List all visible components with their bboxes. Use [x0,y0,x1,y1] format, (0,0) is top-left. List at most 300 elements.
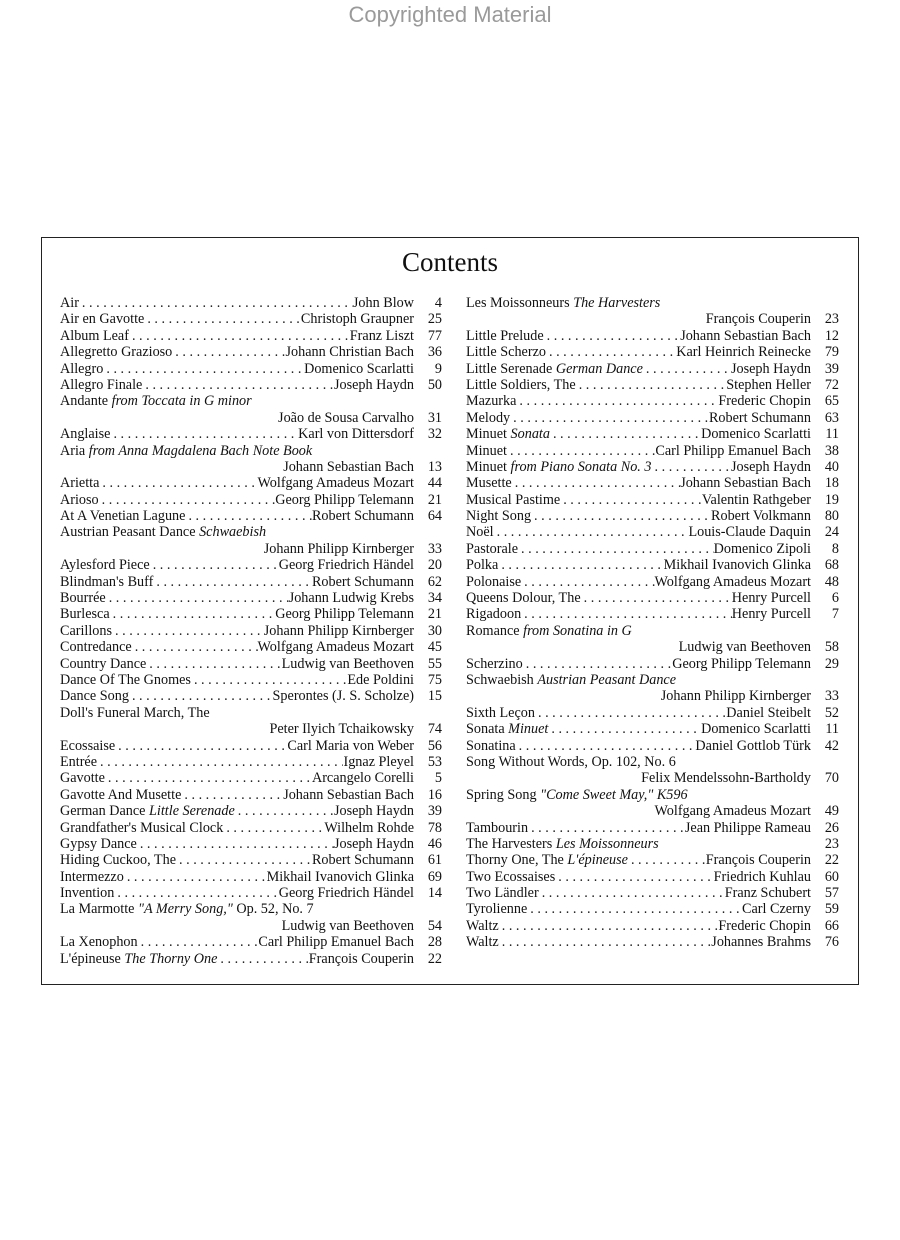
entry-line [60,393,414,409]
piece-title-extra: Op. 52, No. 7 [236,901,314,918]
entry-line [466,426,811,442]
piece-title: Doll's Funeral March, The [60,704,210,721]
piece-title: Dance Of The Gnomes [60,671,191,688]
piece-title: Dance Song [60,688,129,705]
piece-title: Bourrée [60,590,106,607]
entry-title [466,852,628,868]
piece-title: Two Ländler [466,885,539,902]
composer: Wolfgang Amadeus Mozart [257,475,414,492]
composer: Robert Schumann [311,573,414,590]
entry-line [60,951,414,967]
composer: Karl von Dittersdorf [298,426,414,443]
page-number: 22 [824,852,839,869]
page-number: 60 [824,868,839,885]
entry-title [466,295,660,311]
page-number: 63 [824,409,839,426]
entry-title [60,623,112,639]
dot-leader [153,574,312,590]
entry-line [60,705,414,721]
contents-entry [60,738,442,754]
dot-leader [176,852,312,868]
composer: Carl Philipp Emanuel Bach [655,442,811,459]
entry-title [466,672,676,688]
dot-leader [132,639,258,655]
composer: Joseph Haydn [334,376,414,393]
composer: Domenico Scarlatti [701,721,811,738]
entry-title [60,705,210,721]
page-number: 13 [427,458,442,475]
piece-subtitle: Austrian Peasant Dance [537,671,677,688]
dot-leader [521,606,732,622]
contents-entry [466,803,839,819]
page-number: 72 [824,376,839,393]
dot-leader [548,721,701,737]
entry-title [466,918,499,934]
contents-entry [60,475,442,491]
dot-leader [516,738,696,754]
composer: Ludwig van Beethoven [678,639,811,656]
dot-leader [99,475,257,491]
contents-entry [466,787,839,803]
page-number: 14 [427,885,442,902]
page-number: 38 [824,442,839,459]
page-number: 12 [824,327,839,344]
piece-title: Little Soldiers, The [466,376,576,393]
contents-entry [466,590,839,606]
entry-title [60,590,106,606]
entry-line [60,721,414,737]
page-number: 36 [427,344,442,361]
dot-leader [507,443,655,459]
page-number: 45 [427,639,442,656]
contents-entry [466,885,839,901]
piece-title: Album Leaf [60,327,129,344]
entry-title [466,459,652,475]
page-number: 9 [434,360,442,377]
page-number: 56 [427,737,442,754]
piece-title: Aylesford Piece [60,557,150,574]
dot-leader [185,508,312,524]
entry-line [60,524,414,540]
contents-entry [466,541,839,557]
piece-subtitle: from Anna Magdalena Bach Note Book [88,442,313,459]
piece-title: Arioso [60,491,99,508]
composer: François Couperin [705,311,811,328]
contents-entry [60,410,442,426]
piece-title: Arietta [60,475,100,492]
contents-entry [466,377,839,393]
entry-line [60,672,414,688]
composer: Carl Maria von Weber [287,737,414,754]
contents-entry [466,328,839,344]
piece-title: Sonata [466,721,505,738]
contents-entry [60,524,442,540]
piece-subtitle: from Toccata in G minor [111,393,252,410]
contents-entry [60,672,442,688]
dot-leader [544,328,681,344]
entry-line [60,328,414,344]
contents-entry [466,705,839,721]
dot-leader [576,377,727,393]
piece-title: Grandfather's Musical Clock [60,819,224,836]
contents-entry [466,361,839,377]
page-number: 78 [427,819,442,836]
entry-title [466,885,539,901]
dot-leader [129,328,350,344]
page-number: 76 [824,934,839,951]
composer: Henry Purcell [731,590,811,607]
composer: Robert Volkmann [711,508,811,525]
entry-line [60,901,414,917]
dot-leader [512,475,680,491]
entry-line [466,410,811,426]
piece-title: Air en Gavotte [60,311,145,328]
contents-entry [466,557,839,573]
entry-line [466,721,811,737]
page-number: 24 [824,524,839,541]
composer: Johann Christian Bach [285,344,414,361]
piece-subtitle: from Piano Sonata No. 3 [510,458,652,475]
entry-title [466,901,527,917]
page-number: 49 [824,803,839,820]
entry-line [60,361,414,377]
page-number: 32 [427,426,442,443]
dot-leader [652,459,732,475]
page-number: 74 [427,721,442,738]
composer: Sperontes (J. S. Scholze) [272,688,414,705]
entry-title [60,934,138,950]
page-number: 57 [824,885,839,902]
composer: Ludwig van Beethoven [281,655,414,672]
contents-column-right [466,295,839,951]
piece-title: Scherzino [466,655,523,672]
piece-subtitle: Minuet [508,721,549,738]
piece-title: Hiding Cuckoo, The [60,852,176,869]
composer: Peter Ilyich Tchaikowsky [269,721,414,738]
entry-title [60,426,110,442]
contents-entry [60,508,442,524]
entry-line [60,656,414,672]
piece-title: Minuet [466,458,507,475]
page-number: 8 [831,540,839,557]
piece-title: Entrée [60,753,98,770]
entry-line [466,590,811,606]
dot-leader [581,590,732,606]
entry-line [60,377,414,393]
entry-line [466,475,811,491]
contents-entry [60,311,442,327]
composer: Christoph Graupner [300,311,414,328]
page-number: 11 [825,721,839,738]
entry-line [60,836,414,852]
contents-column-left [60,295,442,967]
composer: Domenico Zipoli [713,540,811,557]
entry-line [466,639,811,655]
entry-title [466,492,560,508]
entry-title [466,475,512,491]
dot-leader [546,344,676,360]
piece-title: Andante [60,393,109,410]
composer: Joseph Haydn [334,803,414,820]
dot-leader [518,541,714,557]
copyright-watermark: Copyrighted Material [348,2,552,27]
piece-title: Pastorale [466,540,519,557]
composer: Johann Ludwig Krebs [288,590,414,607]
contents-entry [60,639,442,655]
composer: Arcangelo Corelli [311,770,414,787]
piece-subtitle: Sonata [510,426,550,443]
entry-title [60,688,129,704]
page-number: 21 [427,606,442,623]
piece-title: Contredance [60,639,132,656]
piece-title: Gavotte [60,770,105,787]
page-number: 75 [427,671,442,688]
composer: Jean Philippe Rameau [684,819,811,836]
contents-entry [466,770,839,786]
contents-entry [60,820,442,836]
entry-title [466,820,528,836]
entry-line [466,852,811,868]
contents-entry [60,295,442,311]
contents-entry [60,934,442,950]
contents-entry [466,672,839,688]
entry-title [466,656,523,672]
dot-leader [223,820,324,836]
piece-title: Waltz [466,934,499,951]
entry-title [60,738,115,754]
contents-entry [466,852,839,868]
composer: Johann Sebastian Bach [283,458,414,475]
dot-leader [521,574,654,590]
piece-title: Anglaise [60,426,111,443]
contents-entry [466,443,839,459]
dot-leader [110,426,298,442]
piece-title: Melody [466,409,511,426]
entry-line [60,459,414,475]
piece-title: Tyrolienne [466,901,528,918]
composer: Karl Heinrich Reinecke [676,344,811,361]
page-number: 22 [427,950,442,967]
contents-entry [60,426,442,442]
page-number: 33 [427,540,442,557]
contents-entry [466,934,839,950]
dot-leader [527,901,742,917]
dot-leader [115,738,287,754]
page-number: 4 [434,295,442,311]
entry-title [60,557,150,573]
entry-title [60,820,223,836]
entry-title [466,705,535,721]
page-number: 25 [427,311,442,328]
contents-entry [60,705,442,721]
page-number: 7 [831,606,839,623]
piece-title: Carillons [60,622,113,639]
page-number: 70 [824,770,839,787]
entry-line [466,754,811,770]
piece-title: Gypsy Dance [60,835,137,852]
composer: Georg Philipp Telemann [275,606,414,623]
page-number: 66 [824,917,839,934]
entry-title [466,344,546,360]
dot-leader [510,410,709,426]
entry-line [60,820,414,836]
page-number: 68 [824,557,839,574]
entry-title [60,377,142,393]
entry-title [466,754,676,770]
entry-line [466,377,811,393]
piece-title: Waltz [466,917,499,934]
piece-title: Rigadoon [466,606,522,623]
entry-line [466,574,811,590]
page-number: 16 [427,786,442,803]
composer: Wolfgang Amadeus Mozart [257,639,414,656]
contents-entry [60,328,442,344]
piece-title: Two Ecossaises [466,868,556,885]
dot-leader [144,311,301,327]
composer: Johann Sebastian Bach [680,327,811,344]
page-number: 19 [824,491,839,508]
dot-leader [560,492,702,508]
dot-leader [494,524,689,540]
entry-title [466,426,550,442]
composer: Georg Philipp Telemann [275,491,414,508]
composer: Daniel Gottlob Türk [695,737,811,754]
page-number: 23 [824,311,839,328]
dot-leader [191,672,347,688]
entry-line [60,443,414,459]
contents-entry [60,459,442,475]
page-number: 21 [427,491,442,508]
page-number: 55 [427,655,442,672]
contents-entry [466,410,839,426]
entry-line [466,934,811,950]
entry-line [60,344,414,360]
contents-entry [60,754,442,770]
entry-line [60,934,414,950]
dot-leader [138,934,259,950]
dot-leader [150,557,279,573]
contents-entry [60,951,442,967]
composer: Mikhail Ivanovich Glinka [663,557,811,574]
page-number: 53 [427,753,442,770]
dot-leader [105,770,312,786]
entry-line [466,672,811,688]
entry-line [60,787,414,803]
entry-line [60,852,414,868]
piece-title: Schwaebish [466,671,534,688]
piece-subtitle: German Dance [555,360,643,377]
dot-leader [124,869,267,885]
composer: Johannes Brahms [711,934,811,951]
entry-line [60,885,414,901]
entry-title [60,672,191,688]
dot-leader [106,590,289,606]
composer: Johann Philipp Kirnberger [263,540,414,557]
piece-title: Allegro Finale [60,376,143,393]
page-number: 29 [824,655,839,672]
entry-title [60,606,110,622]
contents-entry [466,721,839,737]
dot-leader [142,377,334,393]
entry-line [60,770,414,786]
contents-entry [60,869,442,885]
contents-entry [466,311,839,327]
entry-line [60,557,414,573]
page-number: 11 [825,426,839,443]
composer: Carl Philipp Emanuel Bach [258,934,414,951]
entry-line [60,590,414,606]
entry-line [60,295,414,311]
page-number: 40 [824,458,839,475]
dot-leader [523,656,673,672]
dot-leader [99,492,276,508]
contents-entry [60,918,442,934]
contents-entry [466,918,839,934]
composer: Valentin Rathgeber [701,491,811,508]
piece-title: Sixth Leçon [466,704,535,721]
page-number: 31 [427,409,442,426]
entry-title [466,328,544,344]
page-number: 34 [427,590,442,607]
entry-title [466,869,555,885]
composer: Robert Schumann [311,508,414,525]
composer: Friedrich Kuhlau [713,868,811,885]
composer: Joseph Haydn [731,360,811,377]
entry-title [60,475,99,491]
piece-title: Ecossaise [60,737,116,754]
contents-entry [60,377,442,393]
dot-leader [137,836,334,852]
piece-title: Little Prelude [466,327,544,344]
contents-entry [60,623,442,639]
piece-title: Allegretto Grazioso [60,344,173,361]
contents-entry [60,492,442,508]
piece-subtitle: The Thorny One [124,950,218,967]
contents-entry [466,754,839,770]
entry-line [60,869,414,885]
contents-entry [60,574,442,590]
page-number: 28 [427,934,442,951]
entry-title [60,852,176,868]
entry-line [60,688,414,704]
entry-line [60,426,414,442]
composer: Wolfgang Amadeus Mozart [654,573,811,590]
entry-title [60,885,114,901]
contents-entry [60,443,442,459]
contents-entry [466,475,839,491]
entry-line [60,410,414,426]
dot-leader [535,705,726,721]
contents-entry [60,787,442,803]
entry-title [60,344,172,360]
entry-title [60,361,103,377]
composer: Wolfgang Amadeus Mozart [654,803,811,820]
entry-title [60,836,137,852]
dot-leader [539,885,725,901]
contents-entry [60,770,442,786]
contents-entry [466,524,839,540]
composer: Mikhail Ivanovich Glinka [266,868,414,885]
entry-line [466,295,811,311]
composer: John Blow [352,295,414,311]
entry-line [466,770,811,786]
page-number: 59 [824,901,839,918]
dot-leader [528,820,685,836]
composer: Georg Friedrich Händel [278,557,414,574]
entry-line [466,901,811,917]
piece-title: Sonatina [466,737,516,754]
composer: François Couperin [705,852,811,869]
